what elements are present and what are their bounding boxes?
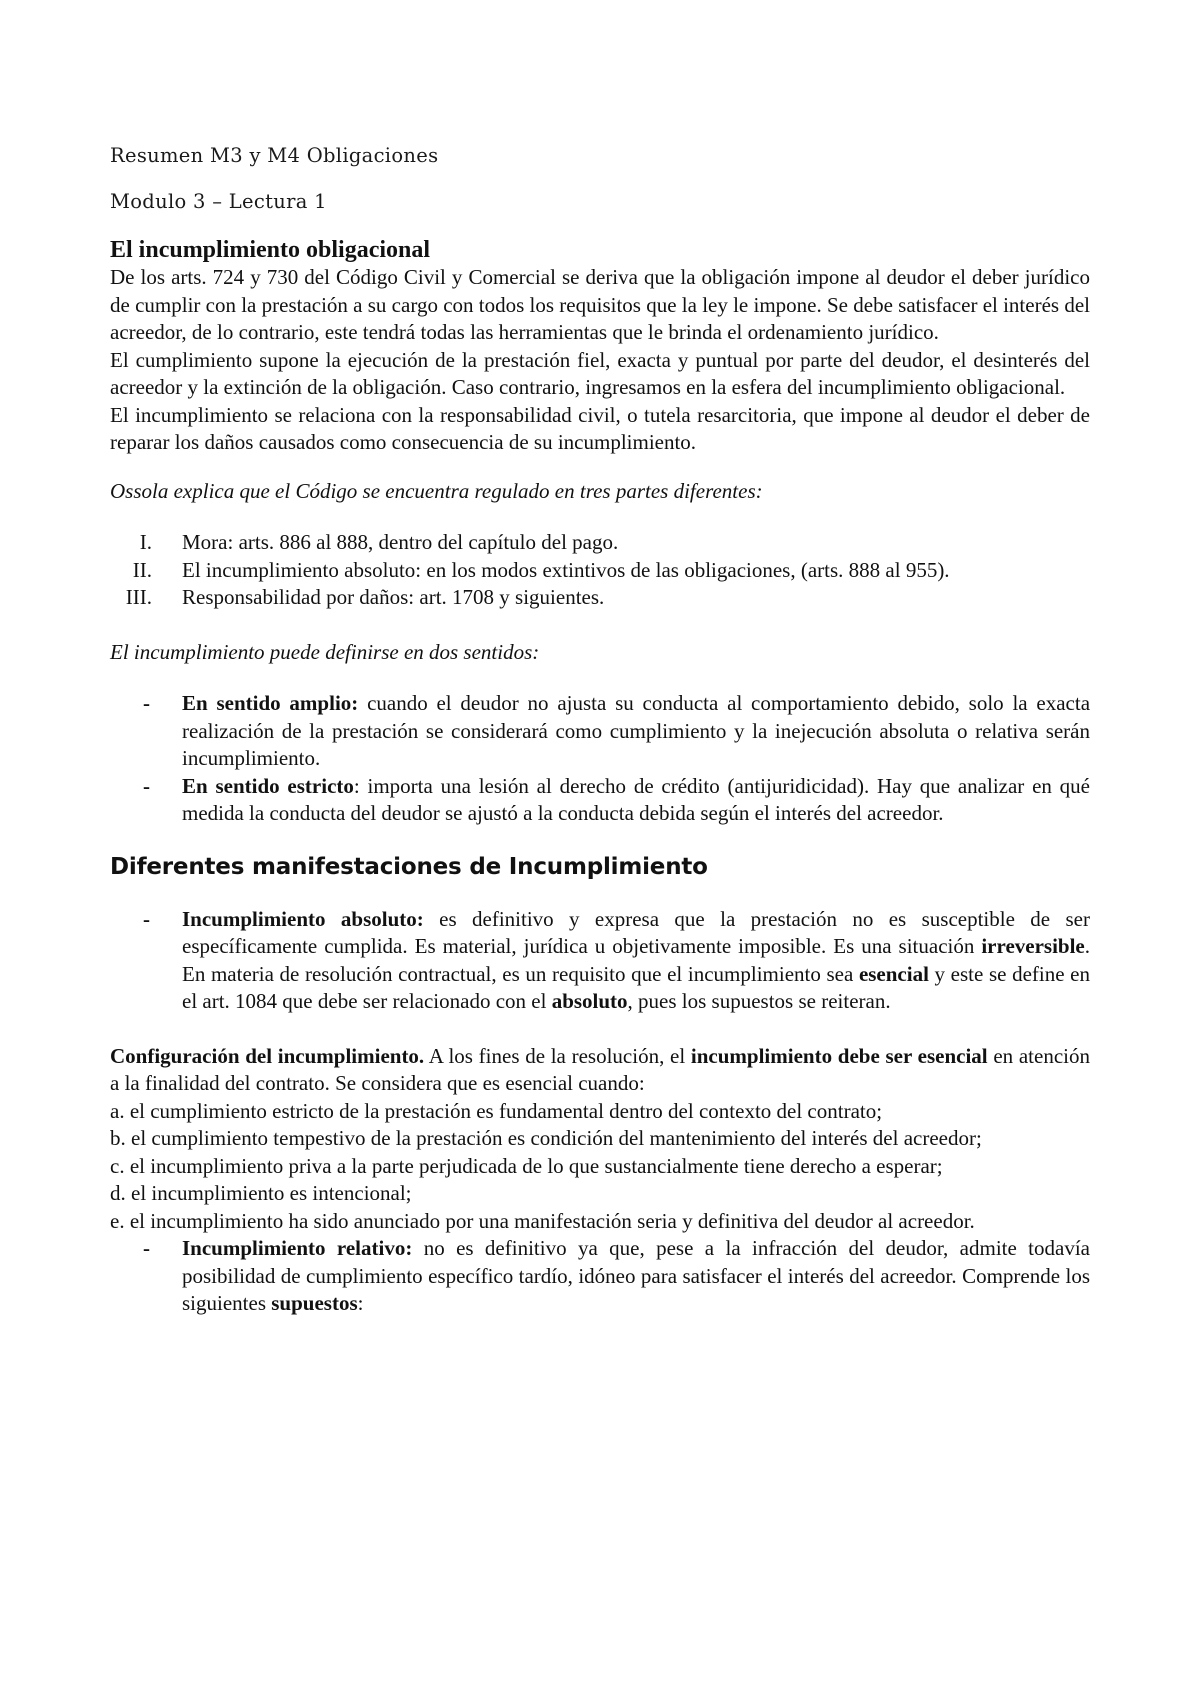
config-item-d: d. el incumplimiento es intencional; xyxy=(110,1181,412,1205)
roman-list xyxy=(110,529,1090,612)
list-number: III. xyxy=(125,585,152,609)
list-item xyxy=(110,557,1090,585)
term-label: Incumplimiento relativo: xyxy=(182,1236,413,1260)
list-number: II. xyxy=(132,557,152,582)
dash-bullet: - xyxy=(143,1236,150,1260)
intro-paragraph-1: De los arts. 724 y 730 del Código Civil y Comercial se deriva que la obligación impone al deudor el deber jurídico de cumplir con la prestación a su cargo con todos los requisitos que la ley le impone. Se debe satisfacer el interés del acreedor, de lo contrario, este tendrá todas las herramientas que le brinda el ordenamiento jurídico. xyxy=(110,265,1090,344)
dash-bullet: - xyxy=(143,906,150,931)
emphasis: absoluto xyxy=(551,989,628,1013)
dash-bullet: - xyxy=(143,773,150,798)
lecture-subtitle: Modulo 3 – Lectura 1 xyxy=(110,190,327,213)
ossola-intro: Ossola explica que el Código se encuentra regulado en tres partes diferentes: xyxy=(110,478,763,503)
list-item xyxy=(110,690,1090,773)
configuracion-paragraph xyxy=(110,1043,1090,1098)
config-item-c: c. el incumplimiento priva a la parte perjudicada de lo que sustancialmente tiene derecho a esperar; xyxy=(110,1153,943,1178)
section-heading-manifestaciones: Diferentes manifestaciones de Incumplimiento xyxy=(110,853,708,880)
emphasis: supuestos xyxy=(271,1291,358,1315)
config-item-e: e. el incumplimiento ha sido anunciado por una manifestación seria y definitiva del deudor al acreedor. xyxy=(110,1208,975,1233)
dash-bullet: - xyxy=(143,691,150,715)
term-label: En sentido estricto xyxy=(182,773,354,798)
list-item-text: Mora: arts. 886 al 888, dentro del capítulo del pago. xyxy=(182,530,619,554)
term-text: , pues los supuestos se reiteran. xyxy=(627,989,891,1013)
term-text: cuando el deudor no ajusta su conducta al comportamiento debido, solo la exacta realización de la prestación se considerará como cumplimiento y la inejecución absoluta o relativa serán incumplimiento. xyxy=(182,691,1091,770)
config-item-b: b. el cumplimiento tempestivo de la prestación es condición del mantenimiento del interés del acreedor; xyxy=(110,1126,982,1150)
list-item xyxy=(110,906,1090,1016)
list-item xyxy=(110,584,1090,612)
term-text: no es definitivo ya que, pese a la infracción del deudor, admite todavía posibilidad de cumplimiento específico tardío, idóneo para satisfacer el interés del acreedor. Comprende los siguientes xyxy=(182,1236,1090,1315)
term-label: Incumplimiento absoluto: xyxy=(182,906,424,931)
paragraph-text: A los fines de la resolución, el xyxy=(424,1043,691,1068)
absoluto-list xyxy=(110,906,1090,1016)
list-item-text: Responsabilidad por daños: art. 1708 y siguientes. xyxy=(182,585,605,609)
list-item-text: El incumplimiento absoluto: en los modos extintivos de las obligaciones, (arts. 888 al 955). xyxy=(182,557,950,582)
section-heading-incumplimiento: El incumplimiento obligacional xyxy=(110,237,431,263)
term-label: Configuración del incumplimiento. xyxy=(110,1043,425,1068)
relativo-list xyxy=(110,1235,1090,1318)
paragraph-text: en atención a la finalidad del contrato. Se considera que es esencial cuando: xyxy=(110,1043,1090,1095)
list-item xyxy=(110,529,1090,557)
emphasis: irreversible xyxy=(981,934,1085,958)
document-title: Resumen M3 y M4 Obligaciones xyxy=(110,144,439,167)
term-label: En sentido amplio: xyxy=(182,691,359,715)
emphasis: esencial xyxy=(858,961,929,986)
list-item xyxy=(110,773,1090,828)
intro-paragraph-2: El cumplimiento supone la ejecución de la prestación fiel, exacta y puntual por parte del deudor, el desinterés del acreedor y la extinción de la obligación. Caso contrario, ingresamos en la esfera del incumplimiento obligacional. xyxy=(110,347,1090,399)
senses-intro: El incumplimiento puede definirse en dos sentidos: xyxy=(110,639,540,664)
config-item-a: a. el cumplimiento estricto de la prestación es fundamental dentro del contexto del contrato; xyxy=(110,1098,883,1123)
list-number: I. xyxy=(139,530,152,554)
intro-paragraph-3: El incumplimiento se relaciona con la responsabilidad civil, o tutela resarcitoria, que impone al deudor el deber de reparar los daños causados como consecuencia de su incumplimiento. xyxy=(110,402,1090,454)
emphasis: incumplimiento debe ser esencial xyxy=(690,1043,988,1068)
list-item xyxy=(110,1235,1090,1318)
senses-list xyxy=(110,690,1090,828)
term-text: : importa una lesión al derecho de crédito (antijuridicidad). Hay que analizar en qué medida la conducta del deudor se ajustó a la conducta debida según el interés del acreedor. xyxy=(182,773,1090,825)
term-text: es definitivo y expresa que la prestación no es susceptible de ser específicamente cumplida. Es material, jurídica u objetivamente imposible. Es una situación xyxy=(182,906,1090,958)
term-text: : xyxy=(357,1291,364,1315)
term-text: y este se define en el art. 1084 que debe ser relacionado con el xyxy=(182,961,1091,1013)
term-text: . En materia de resolución contractual, es un requisito que el incumplimiento sea xyxy=(182,934,1090,986)
